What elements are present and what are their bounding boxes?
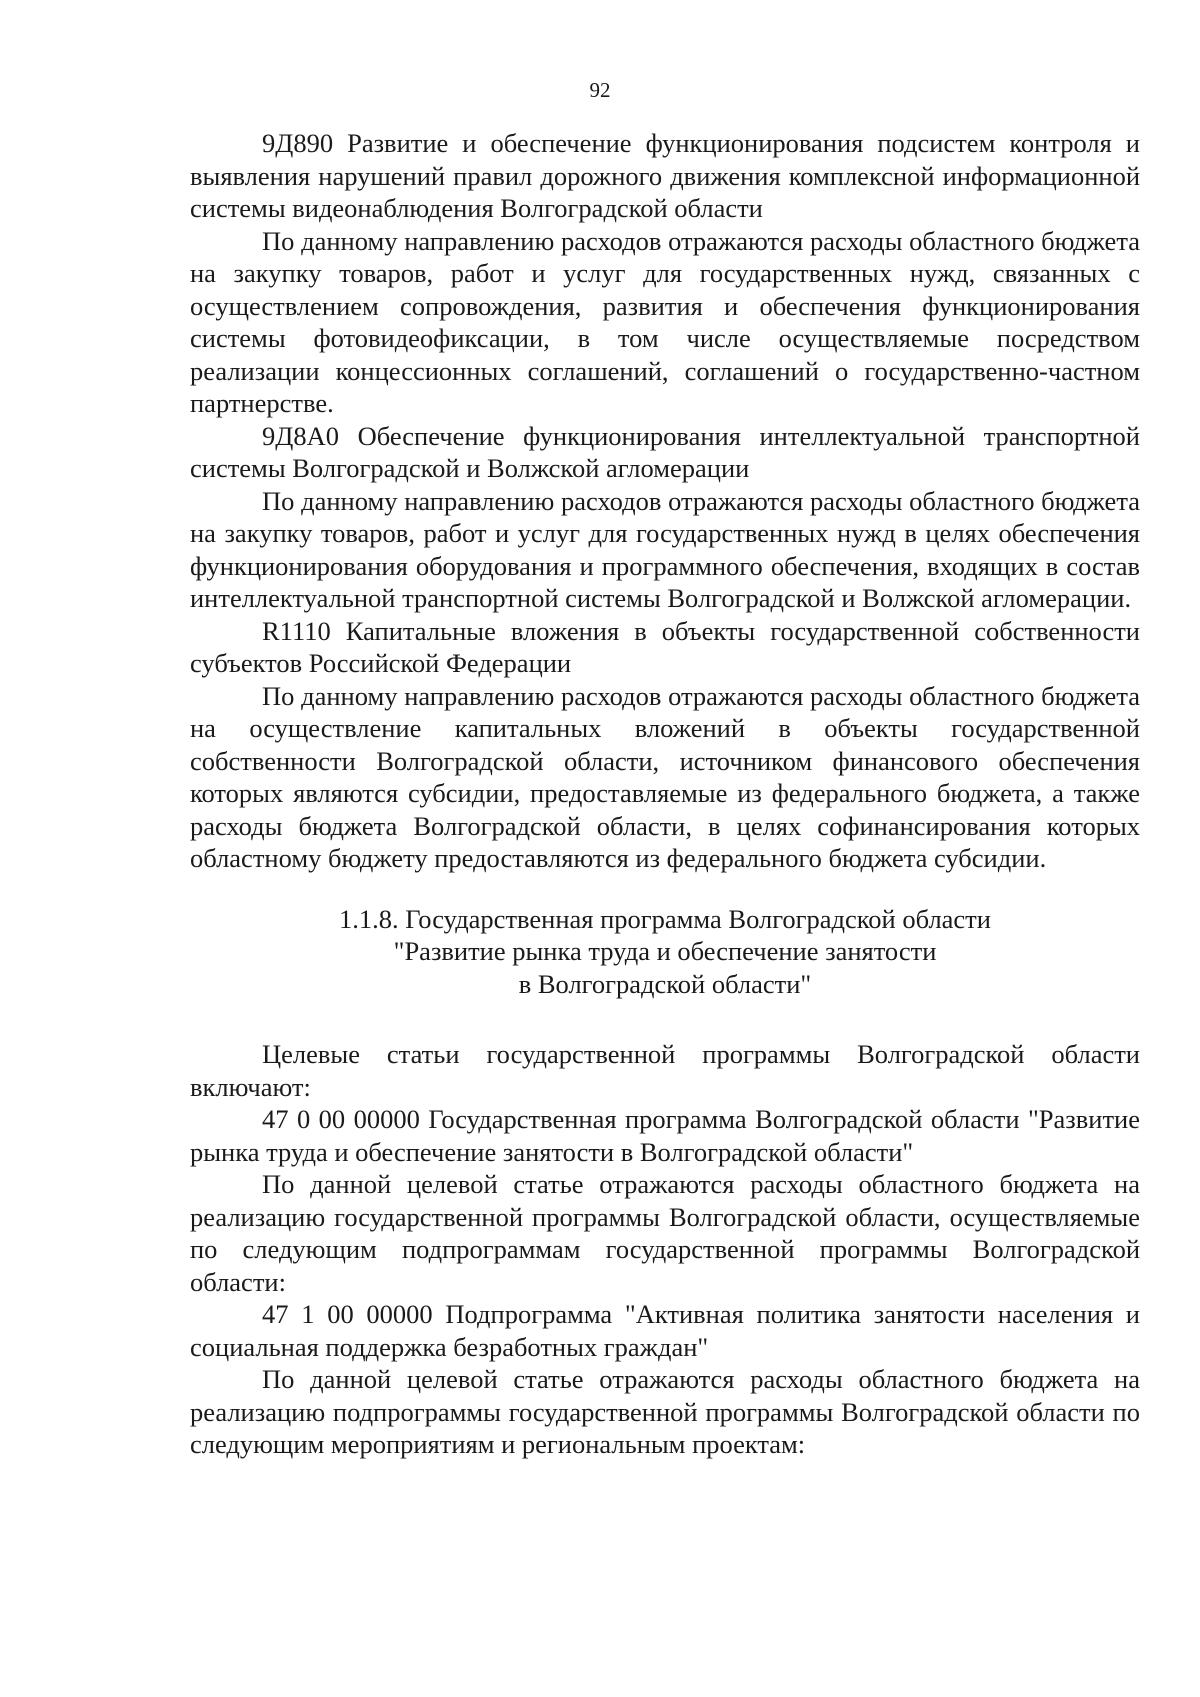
paragraph-r1110-title: R1110 Капитальные вложения в объекты государственной собственности субъектов Российской Федерации xyxy=(190,615,1140,678)
paragraph-47-1-subprogram: 47 1 00 00000 Подпрограмма "Активная политика занятости населения и социальная поддержка безработных граждан" xyxy=(190,1299,1140,1362)
section-heading-line-2: "Развитие рынка труда и обеспечение занятости xyxy=(393,936,937,966)
paragraph-target-articles-intro: Целевые статьи государственной программы Волгоградской области включают: xyxy=(190,1039,1140,1102)
paragraph-47-0-program: 47 0 00 00000 Государственная программа Волгоградской области "Развитие рынка труда и обеспечение занятости в Волгоградской области" xyxy=(190,1104,1140,1167)
paragraph-9d890-description: По данному направлению расходов отражаются расходы областного бюджета на закупку товаров, работ и услуг для государственных нужд, связанных с осуществлением сопровождения, развития и обеспечения функционирования системы фотовидеофиксации, в том числе осуществляемые посредством реализации концессионных соглашений, соглашений о государственно-частном партнерстве. xyxy=(190,225,1140,418)
paragraph-9d8a0-title: 9Д8А0 Обеспечение функционирования интеллектуальной транспортной системы Волгоградской и Волжской агломерации xyxy=(190,420,1140,483)
paragraph-r1110-description: По данному направлению расходов отражаются расходы областного бюджета на осуществление капитальных вложений в объекты государственной собственности Волгоградской области, источником финансового обеспечения которых являются субсидии, предоставляемые из федерального бюджета, а также расходы бюджета Волгоградской области, в целях софинансирования которых областному бюджету предоставляются из федерального бюджета субсидии. xyxy=(190,680,1140,873)
page-number: 92 xyxy=(589,78,611,102)
section-heading-line-3: в Волгоградской области" xyxy=(518,968,812,999)
paragraph-9d8a0-description: По данному направлению расходов отражаются расходы областного бюджета на закупку товаров, работ и услуг для государственных нужд в целях обеспечения функционирования оборудования и программного обеспечения, входящих в состав интеллектуальной транспортной системы Волгоградской и Волжской агломерации. xyxy=(190,485,1140,613)
paragraph-9d890-title: 9Д890 Развитие и обеспечение функционирования подсистем контроля и выявления нарушений правил дорожного движения комплексной информационной системы видеонаблюдения Волгоградской области xyxy=(190,128,1140,223)
paragraph-47-1-description: По данной целевой статье отражаются расходы областного бюджета на реализацию подпрограммы государственной программы Волгоградской области по следующим мероприятиям и региональным проектам: xyxy=(190,1364,1140,1459)
section-heading xyxy=(190,903,1140,1001)
paragraph-47-0-description: По данной целевой статье отражаются расходы областного бюджета на реализацию государственной программы Волгоградской области, осуществляемые по следующим подпрограммам государственной программы Волгоградской области: xyxy=(190,1169,1140,1297)
document-body xyxy=(190,127,1140,1461)
section-heading-line-1: 1.1.8. Государственная программа Волгоградской области xyxy=(339,903,991,934)
